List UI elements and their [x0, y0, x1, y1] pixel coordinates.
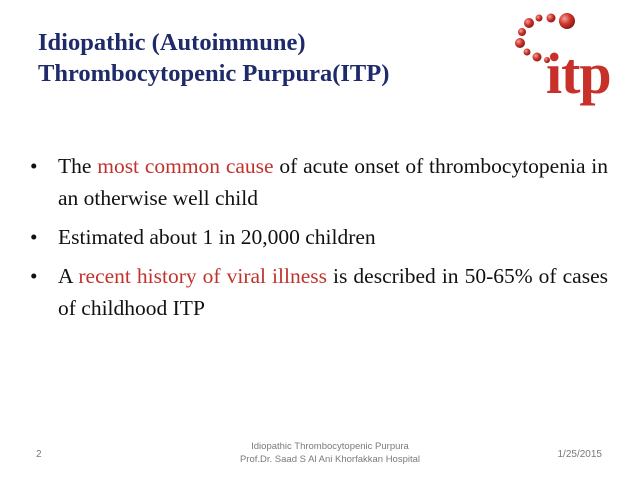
footer-text: [210, 440, 450, 466]
logo-text: itp: [546, 41, 611, 106]
bullet-text: A: [58, 264, 79, 288]
bullet-text: The: [58, 154, 98, 178]
bullet-text: of acute onset of thrombocytopenia in an otherwise well child: [58, 154, 608, 210]
bullet-item: [28, 150, 608, 214]
slide-title-line-1: Idiopathic (Autoimmune): [38, 29, 306, 56]
footer-line-1: Idiopathic Thrombocytopenic Purpura: [251, 441, 409, 452]
highlighted-text: recent history of viral illness: [78, 264, 327, 288]
bullet-list: [28, 150, 608, 331]
bullet-text: is described in 50-65% of cases of childhood ITP: [58, 264, 608, 320]
bullet-item: [28, 221, 608, 253]
slide-title-line-2: Thrombocytopenic Purpura(ITP): [38, 60, 390, 87]
slide-title: [38, 27, 508, 89]
slide-number: 2: [36, 449, 42, 460]
highlighted-text: most common cause: [97, 154, 274, 178]
bullet-item: [28, 260, 608, 324]
footer-date: 1/25/2015: [557, 449, 602, 460]
footer-line-2: Prof.Dr. Saad S Al Ani Khorfakkan Hospital: [239, 454, 421, 465]
bullet-text: Estimated about 1 in 20,000 children: [58, 225, 376, 249]
